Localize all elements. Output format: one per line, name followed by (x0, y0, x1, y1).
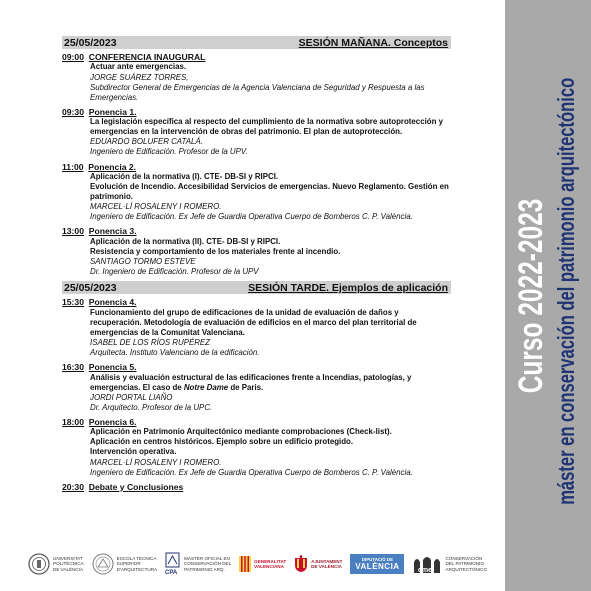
program-item-heading (62, 297, 451, 307)
etsa-logo (92, 553, 157, 575)
program-item-label: Ponencia 6. (88, 416, 137, 427)
etsa-logo-text: ESCOLA TÈCNICA SUPERIOR D'ARQUITECTURA (116, 556, 158, 572)
diputacio-logo: DIPUTACIÓ DE VALÈNCIA (350, 554, 404, 574)
generalitat-logo (239, 556, 286, 572)
program-item-time: 18:00 (62, 416, 84, 427)
program-item-label: Ponencia 1. (88, 106, 137, 117)
afternoon-date: 25/05/2023 (64, 281, 117, 294)
talk-description: Aplicación en centros históricos. Ejemplo sobre un edificio protegido. (90, 437, 354, 447)
program-item-label: Ponencia 3. (88, 226, 137, 237)
cpa-logo (165, 552, 231, 576)
speaker-info: Dr. Arquitecto. Profesor de la UPC. (90, 402, 213, 412)
morning-date: 25/05/2023 (64, 36, 117, 49)
speaker-info: MARCEL·LÍ ROSALENY I ROMERO. (90, 202, 222, 212)
program-item-heading (62, 226, 451, 236)
talk-description: Aplicación de la normativa (II). CTE- DB-SI y RIPCI. (90, 236, 281, 246)
program-item-time: 20:30 (62, 481, 84, 492)
afternoon-items (62, 297, 451, 492)
program-item-body (62, 62, 451, 102)
program-item-body (62, 172, 451, 222)
speaker-info: EDUARDO BOLUFER CATALÁ. (90, 137, 203, 147)
program-item-label: Ponencia 5. (88, 362, 137, 373)
program-item-body (62, 237, 451, 277)
cme-logo (412, 553, 487, 575)
cme-building-icon (412, 553, 442, 575)
program-item-label: Ponencia 2. (88, 161, 137, 172)
morning-header (62, 36, 451, 49)
course-title: Curso 2022-2023 (512, 198, 550, 394)
talk-description: Análisis y evaluación estructural de las edificaciones frente a Incendias, patologías, y emergencias. El caso de Notre Dame de Paris. (90, 372, 412, 392)
speaker-info: MARCEL·LÍ ROSALENY I ROMERO. (90, 457, 222, 467)
program-item (62, 107, 451, 158)
master-title: máster en conservación del patrimonio arquitectónico (553, 77, 579, 505)
talk-description: Resistencia y comportamiento de los materiales frente al incendio. (90, 246, 341, 256)
program-item (62, 52, 451, 103)
cpa-mark-icon (165, 552, 181, 576)
speaker-info: Ingeniero de Edificación. Profesor de la UPV. (90, 147, 248, 157)
program-item-body (62, 427, 451, 477)
program-item-label: Ponencia 4. (88, 297, 137, 308)
program-item-time: 16:30 (62, 362, 84, 373)
cme-logo-text: CONSERVACIÓN DEL PATRIMONIO ARQUITECTÓNICO (445, 556, 488, 572)
side-banner-text (513, 6, 579, 586)
program-item-time: 09:30 (62, 106, 84, 117)
program-item (62, 417, 451, 478)
program-item-time: 09:00 (62, 52, 84, 62)
program-item-time: 11:00 (62, 161, 84, 172)
generalitat-logo-text: GENERALITAT VALENCIANA (254, 558, 287, 569)
ajuntament-logo-text: AJUNTAMENT DE VALÈNCIA (311, 558, 343, 569)
ajuntament-crest-icon (294, 555, 308, 573)
program-item (62, 297, 451, 358)
cpa-logo-text: MÁSTER OFICIAL EN CONSERVACIÓN DEL PATRIMONIO ARQ. (184, 556, 232, 572)
program-item (62, 162, 451, 223)
program-item-heading (62, 482, 451, 492)
program-item (62, 362, 451, 413)
talk-description: Intervención operativa. (90, 447, 177, 457)
program-item-body (62, 373, 451, 413)
speaker-info: Arquitecta. Instituto Valenciano de la edificación. (90, 348, 260, 357)
speaker-info: Subdirector General de Emergencias de la Agencia Valenciana de Seguridad y Respuesta a las Emergencias. (90, 82, 425, 102)
talk-description: Evolución de Incendio. Accesibilidad Servicios de emergencias. Nuevo Reglamento. Gestión en patrimonio. (90, 182, 449, 202)
speaker-info: Ingeniero de Edificación. Ex Jefe de Guardia Operativa Cuerpo de Bomberos C. P. València. (90, 212, 413, 222)
speaker-info: JORGE SUÁREZ TORRES, (90, 72, 189, 82)
speaker-info: ISABEL DE LOS RÍOS RUPÉREZ (90, 337, 211, 347)
svg-text:CPA: CPA (165, 570, 178, 576)
program-item-heading (62, 52, 451, 62)
morning-items (62, 52, 451, 277)
ajuntament-logo (294, 555, 342, 573)
afternoon-session-title: SESIÓN TARDE. Ejemplos de aplicación (248, 281, 448, 294)
afternoon-header (62, 281, 451, 294)
talk-description: Funcionamiento del grupo de edificaciones de la unidad de evaluación de daños y recuperación. Metodología de evaluación de edificios en el marco del plan territorial de emergencias de la Comunitat Valenciana. (90, 307, 417, 337)
program-item-label: Debate y Conclusiones (88, 481, 184, 492)
generalitat-flag-icon (239, 556, 251, 572)
program-item-time: 15:30 (62, 297, 84, 308)
morning-session-title: SESIÓN MAÑANA. Conceptos (298, 36, 448, 49)
speaker-info: SANTIAGO TORMO ESTEVE (90, 257, 196, 267)
program-item-body (62, 117, 451, 157)
upv-logo (28, 553, 84, 575)
program-item-time: 13:00 (62, 226, 84, 237)
program-item (62, 482, 451, 492)
program-item-heading (62, 162, 451, 172)
program-item-heading (62, 417, 451, 427)
talk-description: Aplicación de la normativa (I). CTE- DB-SI y RIPCI. (90, 171, 279, 181)
speaker-info: JORDI PORTAL LIAÑO (90, 392, 173, 402)
svg-text:cme: cme (418, 567, 433, 574)
program-item-body (62, 308, 451, 358)
talk-description: Aplicación en Patrimonio Arquitectónico mediante comprobaciones (Check-list). (90, 427, 392, 437)
etsa-seal-icon (92, 553, 114, 575)
program-item (62, 226, 451, 277)
program-item-heading (62, 107, 451, 117)
speaker-info: Ingeniero de Edificación. Ex Jefe de Guardia Operativa Cuerpo de Bomberos C. P. València. (90, 467, 413, 477)
program-item-label: CONFERENCIA INAUGURAL (88, 52, 206, 62)
program-content (62, 36, 451, 492)
sponsor-logos (28, 548, 504, 580)
speaker-info: Dr. Ingeniero de Edificación. Profesor de la UPV (90, 267, 259, 277)
program-item-heading (62, 362, 451, 372)
talk-description: Actuar ante emergencias. (90, 62, 187, 72)
upv-seal-icon (28, 553, 50, 575)
talk-description: La legislación específica al respecto del cumplimiento de la normativa sobre autoprotección y emergencias en la intervención de obras del patrimonio. El plan de autoprotección. (90, 117, 443, 137)
upv-logo-text: UNIVERSITAT POLITÈCNICA DE VALÈNCIA (53, 556, 84, 572)
